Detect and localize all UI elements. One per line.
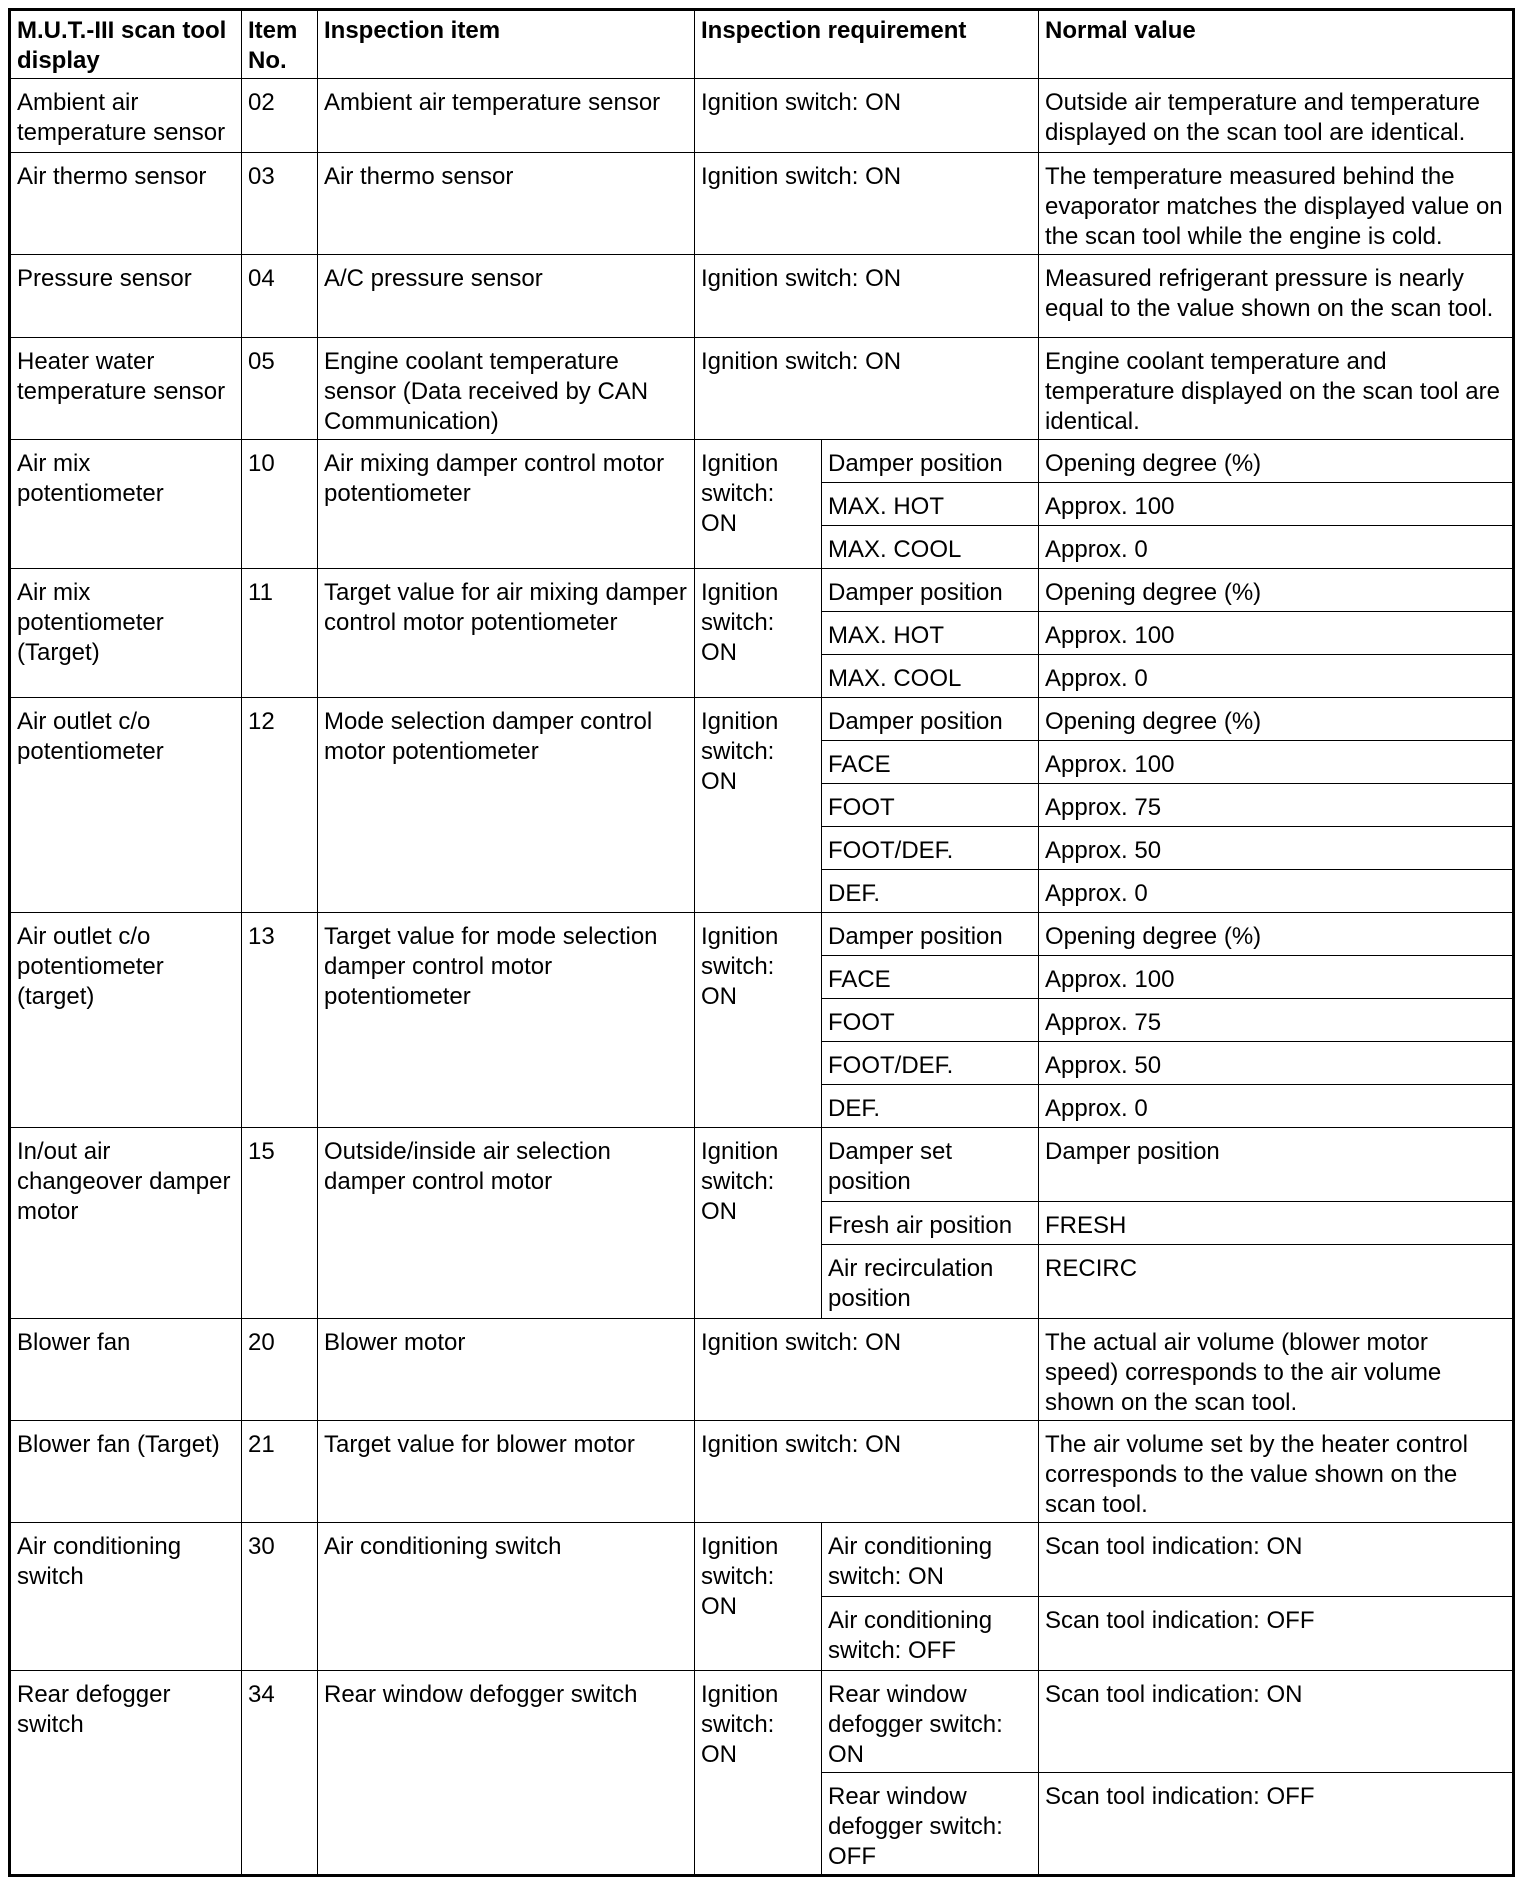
item-group-30 bbox=[10, 1523, 1514, 1671]
cell-inspection-item: Blower motor bbox=[318, 1319, 695, 1421]
cell-requirement: Ignition switch: ON bbox=[695, 1671, 822, 1876]
cell-condition: FOOT bbox=[822, 784, 1039, 827]
cell-requirement: Ignition switch: ON bbox=[695, 153, 1039, 255]
item-group-02 bbox=[10, 79, 1514, 153]
cell-normal-value: Approx. 0 bbox=[1039, 655, 1514, 698]
cell-condition: MAX. HOT bbox=[822, 483, 1039, 526]
cell-item-no: 21 bbox=[242, 1421, 318, 1523]
cell-normal-value: The temperature measured behind the evaporator matches the displayed value on the scan tool while the engine is cold. bbox=[1039, 153, 1514, 255]
cell-normal-value: RECIRC bbox=[1039, 1245, 1514, 1319]
cell-condition: Damper position bbox=[822, 569, 1039, 612]
cell-condition: Air recirculation position bbox=[822, 1245, 1039, 1319]
item-group-05 bbox=[10, 338, 1514, 440]
cell-display: Air conditioning switch bbox=[10, 1523, 242, 1671]
table-row bbox=[10, 79, 1514, 153]
cell-requirement: Ignition switch: ON bbox=[695, 569, 822, 698]
cell-normal-value: Opening degree (%) bbox=[1039, 569, 1514, 612]
cell-condition: FACE bbox=[822, 741, 1039, 784]
table-row bbox=[10, 1671, 1514, 1773]
cell-requirement: Ignition switch: ON bbox=[695, 1523, 822, 1671]
cell-display: Ambient air temperature sensor bbox=[10, 79, 242, 153]
cell-condition: MAX. COOL bbox=[822, 526, 1039, 569]
table-row bbox=[10, 1421, 1514, 1523]
table-row bbox=[10, 569, 1514, 612]
item-group-13 bbox=[10, 913, 1514, 1128]
cell-requirement: Ignition switch: ON bbox=[695, 913, 822, 1128]
cell-inspection-item: Outside/inside air selection damper control motor bbox=[318, 1128, 695, 1319]
cell-item-no: 15 bbox=[242, 1128, 318, 1319]
cell-normal-value: Approx. 0 bbox=[1039, 1085, 1514, 1128]
table-row bbox=[10, 153, 1514, 255]
cell-display: Heater water temperature sensor bbox=[10, 338, 242, 440]
cell-normal-value: Approx. 0 bbox=[1039, 526, 1514, 569]
cell-item-no: 05 bbox=[242, 338, 318, 440]
table-row bbox=[10, 338, 1514, 440]
cell-condition: Rear window defogger switch: OFF bbox=[822, 1773, 1039, 1876]
cell-normal-value: Scan tool indication: ON bbox=[1039, 1671, 1514, 1773]
cell-normal-value: Scan tool indication: OFF bbox=[1039, 1773, 1514, 1876]
cell-requirement: Ignition switch: ON bbox=[695, 79, 1039, 153]
cell-normal-value: Opening degree (%) bbox=[1039, 698, 1514, 741]
cell-condition: DEF. bbox=[822, 1085, 1039, 1128]
cell-condition: Damper position bbox=[822, 913, 1039, 956]
header-normal-value: Normal value bbox=[1039, 10, 1514, 79]
cell-item-no: 13 bbox=[242, 913, 318, 1128]
item-group-34 bbox=[10, 1671, 1514, 1876]
cell-normal-value: Approx. 50 bbox=[1039, 1042, 1514, 1085]
cell-condition: Air conditioning switch: ON bbox=[822, 1523, 1039, 1597]
cell-requirement: Ignition switch: ON bbox=[695, 698, 822, 913]
cell-display: Air mix potentiometer (Target) bbox=[10, 569, 242, 698]
cell-requirement: Ignition switch: ON bbox=[695, 1421, 1039, 1523]
cell-inspection-item: Target value for mode selection damper control motor potentiometer bbox=[318, 913, 695, 1128]
cell-normal-value: Approx. 75 bbox=[1039, 784, 1514, 827]
header-inspection-requirement: Inspection requirement bbox=[695, 10, 1039, 79]
cell-inspection-item: Rear window defogger switch bbox=[318, 1671, 695, 1876]
cell-inspection-item: Target value for blower motor bbox=[318, 1421, 695, 1523]
cell-inspection-item: Target value for air mixing damper control motor potentiometer bbox=[318, 569, 695, 698]
cell-condition: Damper set position bbox=[822, 1128, 1039, 1202]
cell-inspection-item: Ambient air temperature sensor bbox=[318, 79, 695, 153]
cell-normal-value: Approx. 100 bbox=[1039, 956, 1514, 999]
table-row bbox=[10, 255, 1514, 338]
cell-item-no: 20 bbox=[242, 1319, 318, 1421]
cell-condition: MAX. HOT bbox=[822, 612, 1039, 655]
cell-normal-value: Damper position bbox=[1039, 1128, 1514, 1202]
table-row bbox=[10, 1523, 1514, 1597]
cell-normal-value: Opening degree (%) bbox=[1039, 440, 1514, 483]
cell-display: Rear defogger switch bbox=[10, 1671, 242, 1876]
cell-normal-value: FRESH bbox=[1039, 1202, 1514, 1245]
cell-display: Air thermo sensor bbox=[10, 153, 242, 255]
inspection-table bbox=[8, 8, 1515, 1877]
cell-condition: FOOT/DEF. bbox=[822, 827, 1039, 870]
cell-condition: Damper position bbox=[822, 698, 1039, 741]
cell-item-no: 02 bbox=[242, 79, 318, 153]
cell-normal-value: Approx. 100 bbox=[1039, 612, 1514, 655]
cell-normal-value: The actual air volume (blower motor speed) corresponds to the air volume shown on the scan tool. bbox=[1039, 1319, 1514, 1421]
cell-normal-value: The air volume set by the heater control corresponds to the value shown on the scan tool. bbox=[1039, 1421, 1514, 1523]
cell-inspection-item: Air conditioning switch bbox=[318, 1523, 695, 1671]
cell-condition: FACE bbox=[822, 956, 1039, 999]
cell-normal-value: Scan tool indication: ON bbox=[1039, 1523, 1514, 1597]
item-group-15 bbox=[10, 1128, 1514, 1319]
table-row bbox=[10, 913, 1514, 956]
cell-condition: FOOT/DEF. bbox=[822, 1042, 1039, 1085]
item-group-04 bbox=[10, 255, 1514, 338]
cell-inspection-item: Engine coolant temperature sensor (Data received by CAN Communication) bbox=[318, 338, 695, 440]
cell-display: In/out air changeover damper motor bbox=[10, 1128, 242, 1319]
cell-normal-value: Approx. 0 bbox=[1039, 870, 1514, 913]
cell-item-no: 12 bbox=[242, 698, 318, 913]
cell-normal-value: Scan tool indication: OFF bbox=[1039, 1597, 1514, 1671]
cell-requirement: Ignition switch: ON bbox=[695, 440, 822, 569]
cell-item-no: 03 bbox=[242, 153, 318, 255]
table-row bbox=[10, 1319, 1514, 1421]
cell-normal-value: Approx. 100 bbox=[1039, 483, 1514, 526]
cell-item-no: 11 bbox=[242, 569, 318, 698]
cell-condition: Fresh air position bbox=[822, 1202, 1039, 1245]
cell-item-no: 10 bbox=[242, 440, 318, 569]
cell-normal-value: Approx. 100 bbox=[1039, 741, 1514, 784]
item-group-03 bbox=[10, 153, 1514, 255]
cell-display: Pressure sensor bbox=[10, 255, 242, 338]
inspection-sheet bbox=[8, 8, 1512, 1877]
cell-item-no: 30 bbox=[242, 1523, 318, 1671]
item-group-11 bbox=[10, 569, 1514, 698]
table-row bbox=[10, 1128, 1514, 1202]
cell-inspection-item: Mode selection damper control motor potentiometer bbox=[318, 698, 695, 913]
item-group-20 bbox=[10, 1319, 1514, 1421]
cell-condition: DEF. bbox=[822, 870, 1039, 913]
cell-normal-value: Approx. 50 bbox=[1039, 827, 1514, 870]
cell-inspection-item: A/C pressure sensor bbox=[318, 255, 695, 338]
cell-inspection-item: Air thermo sensor bbox=[318, 153, 695, 255]
item-group-12 bbox=[10, 698, 1514, 913]
cell-requirement: Ignition switch: ON bbox=[695, 1128, 822, 1319]
cell-condition: Rear window defogger switch: ON bbox=[822, 1671, 1039, 1773]
table-row bbox=[10, 440, 1514, 483]
cell-display: Air outlet c/o potentiometer bbox=[10, 698, 242, 913]
header-item-no: Item No. bbox=[242, 10, 318, 79]
cell-condition: MAX. COOL bbox=[822, 655, 1039, 698]
cell-display: Blower fan bbox=[10, 1319, 242, 1421]
cell-normal-value: Outside air temperature and temperature displayed on the scan tool are identical. bbox=[1039, 79, 1514, 153]
cell-requirement: Ignition switch: ON bbox=[695, 1319, 1039, 1421]
cell-item-no: 34 bbox=[242, 1671, 318, 1876]
header-scan-tool-display: M.U.T.-III scan tool display bbox=[10, 10, 242, 79]
cell-item-no: 04 bbox=[242, 255, 318, 338]
cell-normal-value: Opening degree (%) bbox=[1039, 913, 1514, 956]
cell-requirement: Ignition switch: ON bbox=[695, 338, 1039, 440]
table-row bbox=[10, 698, 1514, 741]
cell-condition: Damper position bbox=[822, 440, 1039, 483]
item-group-10 bbox=[10, 440, 1514, 569]
cell-normal-value: Measured refrigerant pressure is nearly equal to the value shown on the scan tool. bbox=[1039, 255, 1514, 338]
cell-inspection-item: Air mixing damper control motor potentiometer bbox=[318, 440, 695, 569]
cell-normal-value: Engine coolant temperature and temperature displayed on the scan tool are identical. bbox=[1039, 338, 1514, 440]
cell-condition: Air conditioning switch: OFF bbox=[822, 1597, 1039, 1671]
header-inspection-item: Inspection item bbox=[318, 10, 695, 79]
item-group-21 bbox=[10, 1421, 1514, 1523]
cell-display: Blower fan (Target) bbox=[10, 1421, 242, 1523]
header-row bbox=[10, 10, 1514, 79]
cell-requirement: Ignition switch: ON bbox=[695, 255, 1039, 338]
cell-condition: FOOT bbox=[822, 999, 1039, 1042]
cell-normal-value: Approx. 75 bbox=[1039, 999, 1514, 1042]
cell-display: Air outlet c/o potentiometer (target) bbox=[10, 913, 242, 1128]
cell-display: Air mix potentiometer bbox=[10, 440, 242, 569]
